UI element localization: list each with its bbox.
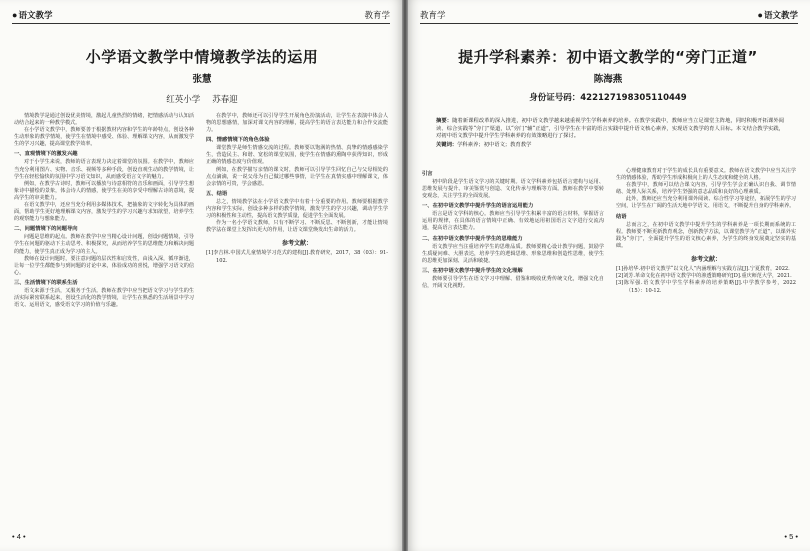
- section-heading: 一、直观情境下的激发兴趣: [14, 151, 78, 158]
- keywords-label: 关键词：: [436, 141, 458, 148]
- section-heading: 结语: [616, 213, 627, 220]
- article-title: 提升学科素养：初中语文教学的“旁门正道”: [458, 48, 758, 66]
- reference-item: [1]李吉林.中国式儿童情境学习范式的建构[J].教育研究，2017，38（03）：91-102.: [206, 250, 388, 264]
- journal-name: 教育学: [364, 10, 390, 20]
- section-heading: 引言: [422, 171, 433, 177]
- reference-item: [1]孙培华.初中语文教学“以文化人”内涵理解与实践方法[J].宁夏教育，2022.: [616, 266, 790, 273]
- page-header: [420, 8, 798, 22]
- bullet-icon: ●: [12, 10, 18, 20]
- section-heading: 二、问题情境下的问题导向: [14, 226, 78, 233]
- article-id: 身份证号码：422127198305110449: [529, 93, 687, 103]
- section-label: ●语文教学: [12, 10, 53, 20]
- section-heading: 五、结语: [206, 190, 228, 197]
- paragraph: 例如，在教学古诗时，教师可以播放与诗意相符的音乐和画面，引导学生想象诗中描绘的景象，体会诗人的情感，使学生在美的享受中理解古诗的意境，提高学生的审美能力。: [14, 180, 194, 201]
- references-title: 参考文献：: [690, 255, 721, 263]
- paragraph: 在小学语文教学中，教师要善于根据教材内容和学生的年龄特点，创设各种生动形象的教学情境，使学生在情境中感受、体验、理解课文内容，从而激发学生的学习兴趣，提高课堂教学效率。: [14, 127, 194, 148]
- article-author: 陈海燕: [593, 74, 623, 85]
- bullet-icon: ●: [757, 10, 763, 20]
- section-heading: 一、在初中语文教学中提升学生的语言运用能力: [422, 203, 534, 210]
- page-header: [12, 8, 390, 22]
- paragraph: 教师要引导学生在语文学习中理解、借鉴和吸收优秀传统文化，增强文化自信，开阔文化视野。: [422, 275, 604, 289]
- book-gutter: [402, 0, 408, 551]
- paragraph: 在教学中，教师可以结合课文内容，引导学生学会正确认识自我、调节情绪、处理人际关系，培养学生坚强的意志品质和良好的心理素质。: [616, 182, 796, 196]
- abstract: [436, 118, 784, 149]
- text-column-2: [206, 113, 388, 265]
- paragraph: 总之，情境教学法在小学语文教学中有着十分重要的作用。教师要根据教学内容和学生实际，创设多种多样的教学情境，激发学生的学习兴趣，调动学生学习的积极性和主动性，提高语文教学质量，促进学生全面发展。: [206, 198, 388, 220]
- paragraph: 作为一名小学语文教师，只有不断学习、不断反思、不断创新，才能让情境教学法在课堂上发挥出更大的作用，让语文课堂焕发出生命的活力。: [206, 220, 388, 234]
- paragraph: 在教学中，教师还可以引导学生开展角色扮演活动，让学生在表演中体会人物的思想感情，加深对课文内容的理解，提高学生的语言表达能力和合作交流能力。: [206, 113, 388, 134]
- paragraph: 初中阶段是学生语文学习的关键时期。语文学科素养包括语言建构与运用、思维发展与提升、审美鉴赏与创造、文化传承与理解等方面。教师在教学中要转变观念，关注学生的全面发展。: [422, 179, 604, 200]
- article-title: 小学语文教学中情境教学法的运用: [85, 48, 319, 66]
- section-heading: 三、生活情境下的联系生活: [14, 279, 78, 286]
- paragraph: 总而言之，在初中语文教学中提升学生的学科素养是一项长期而系统的工程。教师要不断更新教育观念，创新教学方法，以课堂教学为“正道”，以课外实践为“旁门”，全面提升学生的语文核心素养，为学生的终身发展奠定坚实的基础。: [616, 221, 796, 249]
- paragraph: 课堂教学是师生情感交流的过程。教师要以饱满的热情、真挚的情感感染学生，营造民主、和谐、宽松的课堂氛围，使学生在情感的熏陶中获得知识，形成正确的情感态度与价值观。: [206, 145, 388, 166]
- references-title: 参考文献：: [281, 240, 312, 248]
- section-heading: 三、在初中语文教学中提升学生的文化理解: [422, 267, 523, 274]
- article-author: 张慧: [192, 74, 212, 85]
- abstract-text: 随着新课程改革的深入推进，初中语文教学越来越重视学生学科素养的培养。在教学实践中，教师应当立足课堂主阵地，同时积极开拓课外阅读、综合实践等“旁门”渠道，以“旁门”辅“正道”，引导学生在丰富的语言实践中提升语文核心素养，实现语文教学的育人目标。本文结合教学实践，对初中语文教学中提升学生学科素养的有效策略进行了探讨。: [436, 118, 784, 140]
- section-heading: 二、在初中语文教学中提升学生的思维能力: [422, 235, 523, 242]
- page-number: • 4 •: [12, 532, 26, 541]
- paragraph: 语文教学应当注重培养学生的思维品质。教师要精心设计教学问题，鼓励学生质疑问难、大胆表达，培养学生的逻辑思维、形象思维和创造性思维，使学生的思维更加深刻、灵活和敏捷。: [422, 243, 604, 264]
- reference-item: [2]刘芳.革命文化在初中语文教学中的渗透策略研究[D].重庆师范大学，2021.: [616, 273, 792, 280]
- paragraph: 情境教学是通过创设优美情境，激起儿童热烈的情绪，把情感活动与认知活动结合起来的一种教学模式。: [14, 113, 194, 127]
- paragraph: 例如，在教学描写亲情的课文时，教师可以引导学生回忆自己与父母相处的点点滴滴，说一说父母为自己做过哪些事情，让学生在真情实感中理解课文，体会亲情的可贵，学会感恩。: [206, 166, 388, 187]
- journal-name: 教育学: [420, 10, 446, 20]
- paragraph: 语言是语文学科的核心。教师应当引导学生积累丰富的语言材料，掌握语言运用的规律，在具体的语言情境中正确、有效地运用祖国语言文字进行交流沟通，提高语言表达能力。: [422, 211, 604, 232]
- paragraph: 在语文教学中，还应当充分利用多媒体技术，把抽象的文字转化为具体的画面，帮助学生更好地理解课文内容，激发学生的学习兴趣与求知欲望，培养学生的观察能力与想象能力。: [14, 202, 194, 223]
- text-column-1: [14, 113, 194, 309]
- abstract-label: 摘要：: [436, 118, 453, 124]
- paragraph: 教师在设计问题时，要注意问题的层次性和启发性，由浅入深，循序渐进，让每一位学生都能参与到问题的讨论中来，体验成功的喜悦，增强学习语文的信心。: [14, 255, 194, 276]
- reference-item: [3]陈军强.语文教学中学生学科素养的培养策略[J].中学教学参考，2022（15）：10-12.: [616, 280, 796, 294]
- text-column-1: [422, 168, 604, 290]
- keywords: 关键词：学科素养；初中语文；教育教学: [436, 141, 532, 148]
- right-page: [406, 0, 810, 551]
- text-column-2: [616, 168, 796, 295]
- paragraph: 此外，教师还应当充分利用课外阅读、综合性学习等途径，拓展学生的学习空间，让学生在广阔的生活天地中学语文、用语文，不断提升自身的学科素养。: [616, 196, 796, 210]
- paragraph: 问题是思维的起点。教师在教学中应当精心设计问题，创设问题情境，引导学生在问题的驱动下主动思考、积极探究，从而培养学生的思维能力和解决问题的能力，使学生真正成为学习的主人。: [14, 234, 194, 255]
- section-label: ●语文教学: [757, 10, 798, 20]
- header-rule: [420, 23, 798, 24]
- left-page: [0, 0, 404, 551]
- article-affiliation: 红英小学 苏春迎: [166, 95, 238, 105]
- header-rule: [12, 23, 390, 24]
- section-heading: 四、情感情境下的角色体验: [206, 137, 270, 144]
- page-number: • 5 •: [784, 532, 798, 541]
- paragraph: 语文来源于生活，又服务于生活。教师在教学中应当把语文学习与学生的生活实际紧密联系起来，创设生活化的教学情境，让学生在熟悉的生活场景中学习语文、运用语文，感受语文学习的价值与乐趣。: [14, 287, 194, 309]
- paragraph: 心理健康教育对于学生的成长具有重要意义。教师在语文教学中应当关注学生的情感体验，帮助学生形成积极向上的人生态度和健全的人格。: [616, 168, 796, 182]
- paragraph: 对于小学生来说，教师的语言表现力决定着课堂的氛围。在教学中，教师应当充分利用图片、实物、音乐、视频等多种手段，创设直观生动的教学情境，让学生在轻松愉快的氛围中学习语文知识，从而感受语言文字的魅力。: [14, 159, 194, 180]
